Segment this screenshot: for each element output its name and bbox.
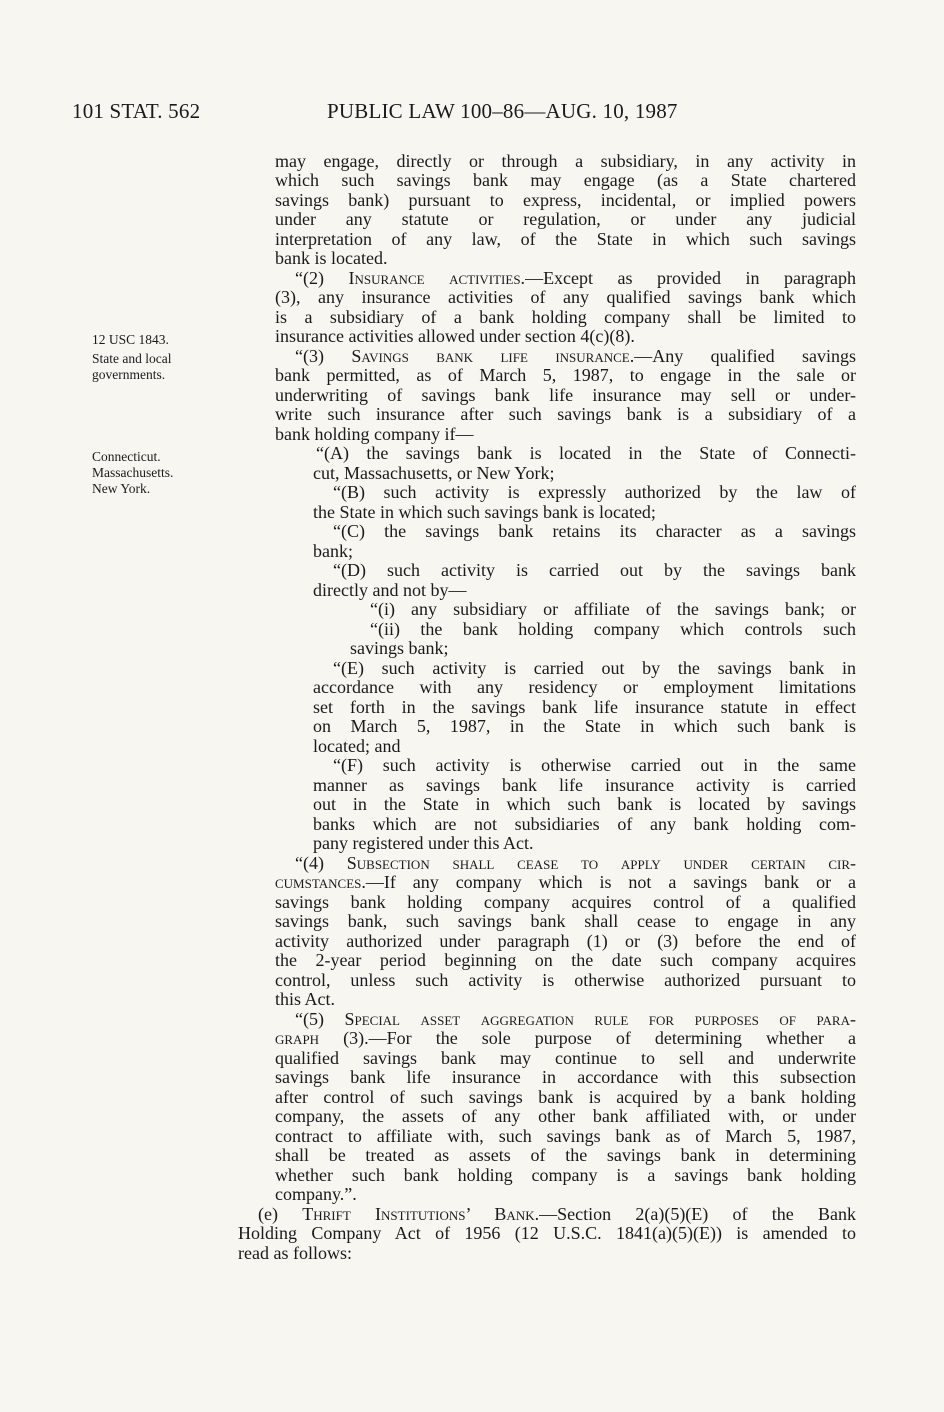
body-line: directly and not by— — [313, 580, 467, 600]
subsection-e-label: (e) — [258, 1204, 303, 1224]
body-line: pany registered under this Act. — [313, 833, 534, 853]
body-line: cut, Massachusetts, or New York; — [313, 463, 555, 483]
paragraph-2-number: “(2) — [295, 268, 349, 288]
margin-note-states-line1: Connecticut. — [92, 449, 161, 464]
body-line: read as follows: — [238, 1243, 352, 1263]
body-line: write such insurance after such savings bank is a subsidiary of a — [275, 404, 856, 424]
body-line: bank; — [313, 541, 353, 561]
body-line: Holding Company Act of 1956 (12 U.S.C. 1841(a)(5)(E)) is amended to — [238, 1223, 856, 1243]
body-line: interpretation of any law, of the State in which such savings — [275, 229, 856, 249]
body-line: company.”. — [275, 1184, 357, 1204]
margin-note-usc — [92, 332, 222, 348]
paragraph-4-heading-line — [295, 853, 856, 873]
body-line: shall be treated as assets of the savings bank in determining — [275, 1145, 856, 1165]
body-line: bank holding company if— — [275, 424, 474, 444]
body-line: manner as savings bank life insurance activity is carried — [313, 775, 856, 795]
body-line: “(D) such activity is carried out by the savings bank — [333, 560, 856, 580]
paragraph-4-heading-line-2 — [275, 872, 856, 892]
subsection-e-heading: Thrift Institutions’ Bank. — [302, 1204, 540, 1224]
paragraph-5-text: —For the sole purpose of determining whether a — [368, 1028, 856, 1048]
body-line: activity authorized under paragraph (1) or (3) before the end of — [275, 931, 856, 951]
body-line: “(ii) the bank holding company which controls such — [370, 619, 856, 639]
margin-note-usc-text: 12 USC 1843. — [92, 332, 169, 347]
body-line: which such savings bank may engage (as a State chartered — [275, 170, 856, 190]
paragraph-4-number: “(4) — [295, 853, 347, 873]
running-head-title: PUBLIC LAW 100–86—AUG. 10, 1987 — [327, 99, 678, 123]
paragraph-3-text: —Any qualified savings — [634, 346, 856, 366]
paragraph-5-number: “(5) — [295, 1009, 345, 1029]
paragraph-3-heading: Savings bank life insurance. — [351, 346, 635, 366]
body-line: on March 5, 1987, in the State in which such bank is — [313, 716, 856, 736]
body-line: is a subsidiary of a bank holding company shall be limited to — [275, 307, 856, 327]
body-line: insurance activities allowed under section 4(c)(8). — [275, 326, 635, 346]
paragraph-3-number: “(3) — [295, 346, 352, 366]
body-line: underwriting of savings bank life insurance may sell or under- — [275, 385, 856, 405]
body-line: savings bank holding company acquires control of a qualified — [275, 892, 856, 912]
body-line: “(E) such activity is carried out by the savings bank in — [333, 658, 856, 678]
subsection-e-text: —Section 2(a)(5)(E) of the Bank — [539, 1204, 857, 1224]
margin-note-states — [92, 449, 222, 497]
body-line: company, the assets of any other bank affiliated with, or under — [275, 1106, 856, 1126]
body-line: “(B) such activity is expressly authorized by the law of — [333, 482, 856, 502]
body-line: “(A) the savings bank is located in the State of Connecti- — [316, 443, 856, 463]
paragraph-2-heading: Insurance activities. — [348, 268, 526, 288]
paragraph-5-heading: Special asset aggregation rule for purposes of para- — [344, 1009, 856, 1029]
paragraph-5-heading-line — [295, 1009, 856, 1029]
body-line: may engage, directly or through a subsidiary, in any activity in — [275, 151, 856, 171]
paragraph-2-heading-line — [295, 268, 856, 288]
body-line: set forth in the savings bank life insurance statute in effect — [313, 697, 856, 717]
margin-note-state-local-line2: governments. — [92, 367, 166, 382]
body-line: banks which are not subsidiaries of any bank holding com- — [313, 814, 856, 834]
running-head-page-number: 101 STAT. 562 — [72, 99, 201, 123]
body-line: savings bank) pursuant to express, incidental, or implied powers — [275, 190, 856, 210]
paragraph-4-heading-cont: cumstances. — [275, 872, 366, 892]
paragraph-4-heading: Subsection shall cease to apply under certain cir- — [346, 853, 857, 873]
body-line: under any statute or regulation, or under any judicial — [275, 209, 856, 229]
body-line: “(i) any subsidiary or affiliate of the savings bank; or — [370, 599, 856, 619]
body-line: whether such bank holding company is a savings bank holding — [275, 1165, 856, 1185]
body-line: the 2-year period beginning on the date such company acquires — [275, 950, 856, 970]
paragraph-5-heading-line-2 — [275, 1028, 856, 1048]
body-line: control, unless such activity is otherwise authorized pursuant to — [275, 970, 856, 990]
body-line: savings bank; — [350, 638, 449, 658]
body-line: (3), any insurance activities of any qualified savings bank which — [275, 287, 856, 307]
margin-note-states-line3: New York. — [92, 481, 151, 496]
body-line: accordance with any residency or employment limitations — [313, 677, 856, 697]
paragraph-4-text: —If any company which is not a savings bank or a — [365, 872, 856, 892]
body-line: out in the State in which such bank is located by savings — [313, 794, 856, 814]
body-line: savings bank, such savings bank shall cease to engage in any — [275, 911, 856, 931]
body-line: contract to affiliate with, such savings bank as of March 5, 1987, — [275, 1126, 856, 1146]
paragraph-5-heading-cont: graph (3). — [275, 1028, 369, 1048]
margin-note-states-line2: Massachusetts. — [92, 465, 174, 480]
subsection-e-heading-line — [258, 1204, 856, 1224]
body-line: this Act. — [275, 989, 336, 1009]
body-line: qualified savings bank may continue to sell and underwrite — [275, 1048, 856, 1068]
body-line: after control of such savings bank is acquired by a bank holding — [275, 1087, 856, 1107]
body-line: “(C) the savings bank retains its character as a savings — [333, 521, 856, 541]
body-line: bank permitted, as of March 5, 1987, to engage in the sale or — [275, 365, 856, 385]
paragraph-2-text: —Except as provided in paragraph — [525, 268, 857, 288]
margin-note-state-local-line1: State and local — [92, 351, 172, 366]
body-line: located; and — [313, 736, 401, 756]
body-line: bank is located. — [275, 248, 388, 268]
body-line: the State in which such savings bank is located; — [313, 502, 656, 522]
paragraph-3-heading-line — [295, 346, 856, 366]
margin-note-state-local — [92, 351, 222, 383]
body-line: “(F) such activity is otherwise carried out in the same — [333, 755, 856, 775]
body-line: savings bank life insurance in accordance with this subsection — [275, 1067, 856, 1087]
